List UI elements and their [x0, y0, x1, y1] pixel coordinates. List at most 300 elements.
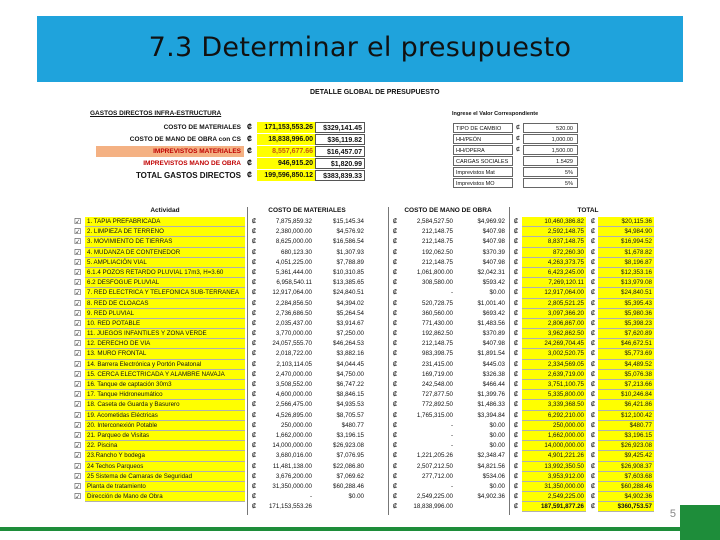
currency-symbol: ₡	[251, 503, 257, 511]
summary-dollars: $383,839.33	[315, 170, 365, 181]
currency-symbol: ₡	[251, 350, 257, 358]
checkbox-icon: ☑	[74, 481, 82, 491]
table-row	[66, 288, 654, 298]
total-dollars: $4,902.36	[598, 492, 654, 502]
materials-dollars: $0.00	[348, 493, 364, 501]
total-colones: 6,292,210.00	[522, 411, 586, 421]
total-dollars: $12,353.16	[598, 268, 654, 278]
title-banner	[37, 16, 683, 82]
table-row	[66, 482, 654, 492]
materials-dollars: $60,288.46	[333, 482, 364, 490]
materials-colones: 7,875,859.32	[275, 218, 312, 225]
currency-symbol: ₡	[251, 442, 257, 450]
currency-symbol: ₡	[251, 299, 257, 307]
currency-symbol: ₡	[251, 279, 257, 287]
currency-symbol: ₡	[590, 340, 596, 348]
currency-symbol: ₡	[513, 472, 519, 480]
total-colones: 2,805,521.25	[522, 299, 586, 309]
labor-dollars: $0.00	[489, 482, 505, 490]
materials-dollars: $7,788.89	[336, 258, 364, 266]
currency-symbol: ₡	[590, 401, 596, 409]
input-label: HH/PEÓN	[453, 134, 513, 144]
currency-symbol: ₡	[251, 228, 257, 236]
currency-symbol: ₡	[392, 299, 398, 307]
labor-colones: 360,560.00	[422, 309, 453, 317]
table-row	[66, 492, 654, 502]
input-label: Imprevistos MO	[453, 178, 513, 188]
currency-symbol: ₡	[251, 381, 257, 388]
checkbox-icon: ☑	[74, 461, 82, 471]
currency-symbol: ₡	[590, 360, 596, 368]
labor-dollars: $0.00	[489, 289, 505, 297]
currency-symbol: ₡	[392, 401, 398, 409]
currency-symbol: ₡	[590, 411, 596, 419]
total-colones: 8,837,148.75	[522, 237, 586, 247]
slide-title: 7.3 Determinar el presupuesto	[148, 32, 572, 63]
total-dollars: $6,421.86	[598, 400, 654, 410]
activity-name: 1. TAPIA PREFABRICADA	[85, 217, 245, 227]
currency-symbol: ₡	[513, 503, 519, 511]
labor-colones: 242,548.00	[422, 381, 453, 388]
total-colones: 872,260.30	[522, 248, 586, 258]
total-dollars: $4,984.90	[598, 227, 654, 237]
grand-total-colones: 187,591,877.26	[522, 502, 586, 512]
labor-dollars: $4,902.36	[477, 493, 505, 501]
currency-symbol: ₡	[513, 482, 519, 490]
currency-symbol: ₡	[513, 299, 519, 307]
activity-name: 25 Sistema de Camaras de Seguridad	[85, 472, 245, 482]
materials-dollars: $480.77	[341, 421, 364, 429]
currency-symbol: ₡	[392, 503, 398, 511]
labor-colones: 212,148.75	[422, 238, 453, 246]
total-dollars: $60,288.46	[598, 482, 654, 492]
currency-symbol: ₡	[513, 279, 519, 287]
currency-symbol: ₡	[516, 125, 520, 131]
currency-symbol: ₡	[392, 218, 398, 225]
summary-label: TOTAL GASTOS DIRECTOS	[135, 171, 241, 180]
materials-colones: 3,770,000.00	[275, 330, 312, 338]
labor-dollars: $407.98	[482, 238, 505, 246]
materials-colones: 250,000.00	[281, 421, 312, 429]
checkbox-icon: ☑	[74, 349, 82, 359]
currency-symbol: ₡	[392, 228, 398, 236]
input-value: 520.00	[523, 123, 578, 133]
currency-symbol: ₡	[590, 452, 596, 460]
labor-colones: 520,728.75	[422, 299, 453, 307]
activity-name: 12. DERECHO DE VIA	[85, 339, 245, 349]
materials-dollars: $6,747.22	[336, 381, 364, 388]
currency-symbol: ₡	[392, 431, 398, 439]
materials-dollars: $3,196.15	[336, 431, 364, 439]
currency-symbol: ₡	[590, 381, 596, 388]
materials-dollars: $16,586.54	[333, 238, 364, 246]
checkbox-icon: ☑	[74, 278, 82, 288]
activity-name: 23.Rancho Y bodega	[85, 451, 245, 461]
labor-dollars: $0.00	[489, 431, 505, 439]
total-colones: 12,917,064.00	[522, 288, 586, 298]
labor-colones: 212,148.75	[422, 228, 453, 236]
total-colones: 3,953,912.00	[522, 472, 586, 482]
total-dollars: $7,620.89	[598, 329, 654, 339]
currency-symbol: ₡	[392, 238, 398, 246]
materials-dollars: $4,394.02	[336, 299, 364, 307]
materials-dollars: $13,385.65	[333, 279, 364, 287]
activity-name: 24 Techos Parqueos	[85, 462, 245, 472]
currency-symbol: ₡	[392, 381, 398, 388]
materials-colones: 2,566,475.00	[275, 401, 312, 409]
grand-total-dollars: $360,753.57	[598, 502, 654, 512]
labor-colones: 2,507,212.50	[416, 462, 453, 470]
materials-dollars: $7,069.62	[336, 472, 364, 480]
total-row	[66, 502, 654, 512]
total-dollars: $9,425.42	[598, 451, 654, 461]
table-row	[66, 227, 654, 237]
total-colones: 4,263,373.75	[522, 258, 586, 268]
total-dollars: $5,398.23	[598, 319, 654, 329]
total-colones: 2,334,569.05	[522, 360, 586, 370]
currency-symbol: ₡	[392, 279, 398, 287]
materials-colones: 8,625,000.00	[275, 238, 312, 246]
labor-dollars: $1,399.76	[477, 391, 505, 399]
table-row	[66, 411, 654, 421]
materials-colones: 5,361,444.00	[275, 268, 312, 276]
currency-symbol: ₡	[392, 391, 398, 399]
activity-name: 11. JUEGOS INFANTILES Y ZONA VERDE	[85, 329, 245, 339]
summary-row	[86, 158, 244, 169]
currency-symbol: ₡	[392, 462, 398, 470]
currency-symbol: ₡	[513, 360, 519, 368]
currency-symbol: ₡	[392, 452, 398, 460]
currency-symbol: ₡	[590, 289, 596, 297]
table-row	[66, 319, 654, 329]
table-row	[66, 360, 654, 370]
table-row	[66, 431, 654, 441]
labor-dollars: $370.39	[482, 248, 505, 256]
total-colones: 3,962,862.50	[522, 329, 586, 339]
table-row	[66, 237, 654, 247]
labor-colones: 727,877.50	[422, 391, 453, 399]
total-materials: 171,153,553.26	[268, 503, 312, 511]
labor-colones: 231,415.00	[422, 360, 453, 368]
total-colones: 14,000,000.00	[522, 441, 586, 451]
materials-dollars: $46,264.53	[333, 340, 364, 348]
checkbox-icon: ☑	[74, 380, 82, 389]
labor-dollars: $693.42	[482, 309, 505, 317]
summary-label: IMPREVISTOS MANO DE OBRA	[143, 160, 241, 167]
table-row	[66, 349, 654, 359]
currency-symbol: ₡	[590, 482, 596, 490]
currency-symbol: ₡	[251, 472, 257, 480]
labor-dollars: $0.00	[489, 421, 505, 429]
currency-symbol: ₡	[590, 370, 596, 378]
labor-colones: 1,765,315.00	[416, 411, 453, 419]
currency-symbol: ₡	[590, 248, 596, 256]
currency-symbol: ₡	[251, 258, 257, 266]
table-row	[66, 299, 654, 309]
materials-dollars: $26,923.08	[333, 442, 364, 450]
materials-dollars: $4,576.92	[336, 228, 364, 236]
currency-symbol: ₡	[251, 289, 257, 297]
activity-name: 6.2 DESFOGUE PLUVIAL	[85, 278, 245, 288]
total-colones: 13,992,350.50	[522, 462, 586, 472]
total-dollars: $24,840.51	[598, 288, 654, 298]
currency-symbol: ₡	[251, 401, 257, 409]
table-row	[66, 339, 654, 349]
currency-symbol: ₡	[251, 391, 257, 399]
currency-symbol: ₡	[590, 299, 596, 307]
materials-dollars: $4,935.53	[336, 401, 364, 409]
summary-label: COSTO DE MANO DE OBRA con CS	[129, 136, 241, 143]
materials-colones: -	[309, 493, 312, 501]
currency-symbol: ₡	[513, 289, 519, 297]
inputs-heading: Ingrese el Valor Correspondiente	[452, 111, 539, 117]
currency-symbol: ₡	[513, 493, 519, 501]
summary-label: IMPREVISTOS MATERIALES	[96, 146, 244, 157]
currency-symbol: ₡	[392, 472, 398, 480]
total-dollars: $26,923.08	[598, 441, 654, 451]
checkbox-icon: ☑	[74, 359, 82, 369]
total-dollars: $8,196.87	[598, 258, 654, 268]
total-dollars: $5,773.69	[598, 349, 654, 359]
checkbox-icon: ☑	[74, 400, 82, 410]
summary-colones: 171,153,553.26	[257, 122, 315, 133]
currency-symbol: ₡	[251, 309, 257, 317]
checkbox-icon: ☑	[74, 451, 82, 461]
labor-colones: 192,862.50	[422, 330, 453, 338]
currency-symbol: ₡	[392, 319, 398, 327]
currency-symbol: ₡	[590, 258, 596, 266]
currency-symbol: ₡	[590, 462, 596, 470]
currency-symbol: ₡	[251, 482, 257, 490]
currency-symbol: ₡	[392, 248, 398, 256]
input-value: 5%	[523, 167, 578, 177]
materials-dollars: $3,914.67	[336, 319, 364, 327]
input-row	[453, 178, 583, 189]
activity-name: 19. Acometidas Eléctricas	[85, 411, 245, 421]
currency-symbol: ₡	[513, 248, 519, 256]
currency-symbol: ₡	[513, 462, 519, 470]
activity-name: 9. RED PLUVIAL	[85, 309, 245, 319]
table-row	[66, 462, 654, 472]
table-row	[66, 268, 654, 278]
materials-colones: 11,481,138.00	[272, 462, 312, 470]
input-row	[453, 134, 583, 145]
input-row	[453, 167, 583, 178]
currency-symbol: ₡	[251, 340, 257, 348]
currency-symbol: ₡	[392, 421, 398, 429]
total-dollars: $20,115.36	[598, 217, 654, 227]
checkbox-icon: ☑	[74, 267, 82, 277]
activity-name: 10. RED POTABLE	[85, 319, 245, 329]
checkbox-icon: ☑	[74, 257, 82, 267]
labor-colones: 212,148.75	[422, 258, 453, 266]
materials-colones: 4,600,000.00	[275, 391, 312, 399]
materials-dollars: $8,705.57	[336, 411, 364, 419]
materials-colones: 3,676,200.00	[275, 472, 312, 480]
currency-symbol: ₡	[251, 462, 257, 470]
currency-symbol: ₡	[251, 319, 257, 327]
currency-symbol: ₡	[513, 319, 519, 327]
materials-colones: 6,958,540.11	[276, 279, 312, 287]
materials-colones: 2,018,722.00	[275, 350, 312, 358]
activity-name: Dirección de Mano de Obra	[85, 492, 245, 502]
checkbox-icon: ☑	[74, 369, 82, 379]
materials-dollars: $4,750.00	[336, 370, 364, 378]
checkbox-icon: ☑	[74, 227, 82, 237]
currency-symbol: ₡	[590, 330, 596, 338]
footer-band	[0, 527, 720, 531]
input-label: Imprevistos Mat	[453, 167, 513, 177]
materials-dollars: $22,086.80	[333, 462, 364, 470]
labor-colones: 1,061,800.00	[416, 268, 453, 276]
currency-symbol: ₡	[247, 160, 253, 167]
currency-symbol: ₡	[513, 370, 519, 378]
total-colones: 4,901,221.26	[522, 451, 586, 461]
labor-colones: 2,549,225.00	[416, 493, 453, 501]
activity-name: 17. Tanque Hidroneumático	[85, 390, 245, 400]
total-dollars: $5,076.38	[598, 370, 654, 380]
activity-name: 5. AMPLIACIÓN VIAL	[85, 258, 245, 268]
materials-dollars: $1,307.93	[336, 248, 364, 256]
total-dollars: $5,395.43	[598, 299, 654, 309]
total-colones: 2,549,225.00	[522, 492, 586, 502]
table-row	[66, 278, 654, 288]
labor-colones: 771,430.00	[422, 319, 453, 327]
summary-row	[86, 122, 244, 133]
checkbox-icon: ☑	[74, 298, 82, 308]
currency-symbol: ₡	[251, 493, 257, 501]
summary-dollars: $36,119.82	[315, 134, 365, 145]
total-colones: 2,592,148.75	[522, 227, 586, 237]
materials-colones: 2,284,856.50	[275, 299, 312, 307]
materials-dollars: $24,840.51	[333, 289, 364, 297]
currency-symbol: ₡	[251, 370, 257, 378]
total-colones: 2,806,867.00	[522, 319, 586, 329]
checkbox-icon: ☑	[74, 247, 82, 257]
summary-heading: GASTOS DIRECTOS INFRA-ESTRUCTURA	[90, 110, 222, 117]
currency-symbol: ₡	[513, 391, 519, 399]
labor-colones: -	[450, 431, 453, 439]
checkbox-icon: ☑	[74, 492, 82, 502]
currency-symbol: ₡	[590, 350, 596, 358]
input-value: 1.5429	[523, 156, 578, 166]
labor-dollars: $1,891.54	[477, 350, 505, 358]
currency-symbol: ₡	[392, 370, 398, 378]
currency-symbol: ₡	[392, 268, 398, 276]
table-row	[66, 390, 654, 400]
total-dollars: $46,672.51	[598, 339, 654, 349]
activity-name: 13. MURO FRONTAL	[85, 349, 245, 359]
input-value: 1,500.00	[523, 145, 578, 155]
materials-dollars: $7,076.95	[336, 452, 364, 460]
currency-symbol: ₡	[251, 268, 257, 276]
labor-colones: -	[450, 289, 453, 297]
total-dollars: $12,100.42	[598, 411, 654, 421]
labor-dollars: $370.89	[482, 330, 505, 338]
activity-name: 18. Caseta de Guarda y Basurero	[85, 400, 245, 410]
materials-colones: 680,123.30	[281, 248, 312, 256]
materials-colones: 1,662,000.00	[275, 431, 312, 439]
materials-dollars: $5,264.54	[336, 309, 364, 317]
currency-symbol: ₡	[590, 279, 596, 287]
labor-dollars: $407.98	[482, 258, 505, 266]
materials-colones: 14,000,000.00	[272, 442, 312, 450]
labor-dollars: $466.44	[482, 381, 505, 388]
currency-symbol: ₡	[392, 442, 398, 450]
checkbox-icon: ☑	[74, 471, 82, 481]
labor-dollars: $407.98	[482, 340, 505, 348]
activity-name: 8. RED DE CLOACAS	[85, 299, 245, 309]
total-colones: 5,335,800.00	[522, 390, 586, 400]
currency-symbol: ₡	[513, 401, 519, 409]
summary-colones: 8,557,677.66	[257, 146, 315, 157]
materials-colones: 2,380,000.00	[275, 228, 312, 236]
header-total: TOTAL	[577, 207, 599, 214]
labor-colones: 169,719.00	[422, 370, 453, 378]
checkbox-icon: ☑	[74, 318, 82, 328]
total-dollars: $1,678.82	[598, 248, 654, 258]
total-colones: 7,269,120.11	[522, 278, 586, 288]
activity-name: 2. LIMPIEZA DE TERRENO	[85, 227, 245, 237]
labor-colones: 277,712.00	[422, 472, 453, 480]
summary-row	[86, 134, 244, 145]
total-colones: 1,662,000.00	[522, 431, 586, 441]
materials-colones: 2,035,437.00	[275, 319, 312, 327]
labor-dollars: $3,394.84	[477, 411, 505, 419]
currency-symbol: ₡	[516, 136, 520, 142]
materials-colones: 2,103,114.05	[276, 360, 312, 368]
currency-symbol: ₡	[513, 421, 519, 429]
currency-symbol: ₡	[392, 482, 398, 490]
materials-colones: 3,680,016.00	[275, 452, 312, 460]
total-dollars: $16,994.52	[598, 237, 654, 247]
currency-symbol: ₡	[513, 238, 519, 246]
checkbox-icon: ☑	[74, 420, 82, 430]
labor-dollars: $1,001.40	[477, 299, 505, 307]
total-dollars: $5,980.36	[598, 309, 654, 319]
currency-symbol: ₡	[247, 124, 253, 131]
materials-colones: 12,917,064.00	[272, 289, 312, 297]
currency-symbol: ₡	[392, 289, 398, 297]
labor-dollars: $326.38	[482, 370, 505, 378]
total-dollars: $480.77	[598, 421, 654, 431]
labor-colones: 772,892.50	[422, 401, 453, 409]
table-row	[66, 421, 654, 431]
currency-symbol: ₡	[513, 411, 519, 419]
materials-colones: 4,051,225.00	[275, 258, 312, 266]
labor-colones: 192,062.50	[422, 248, 453, 256]
header-materials: COSTO DE MATERIALES	[268, 207, 346, 214]
currency-symbol: ₡	[513, 350, 519, 358]
input-label: CARGAS SOCIALES	[453, 156, 513, 166]
labor-colones: 212,148.75	[422, 340, 453, 348]
materials-colones: 4,526,895.00	[275, 411, 312, 419]
currency-symbol: ₡	[590, 421, 596, 429]
activity-name: 21. Parqueo de Visitas	[85, 431, 245, 441]
currency-symbol: ₡	[513, 309, 519, 317]
currency-symbol: ₡	[392, 493, 398, 501]
total-colones: 3,751,100.75	[522, 380, 586, 390]
labor-colones: 308,580.00	[422, 279, 453, 287]
labor-colones: 983,398.75	[422, 350, 453, 358]
labor-colones: -	[450, 421, 453, 429]
checkbox-icon: ☑	[74, 430, 82, 440]
currency-symbol: ₡	[251, 411, 257, 419]
labor-dollars: $445.03	[482, 360, 505, 368]
input-label: HH/OPERA	[453, 145, 513, 155]
input-row	[453, 123, 583, 134]
total-dollars: $7,603.68	[598, 472, 654, 482]
